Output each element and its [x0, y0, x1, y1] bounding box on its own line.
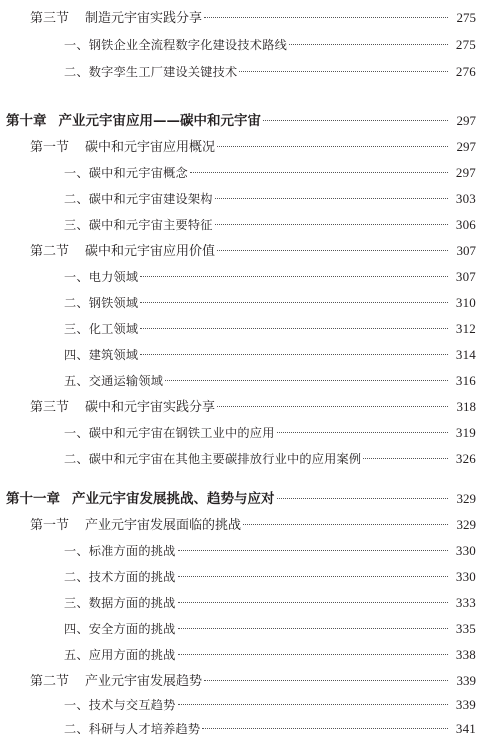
entry-page-number: 297 — [456, 139, 476, 154]
dot-leader — [140, 328, 448, 329]
dot-leader — [178, 602, 449, 603]
entry-page-number: 338 — [455, 647, 476, 662]
dot-leader — [217, 146, 448, 147]
toc-entry-subsection[interactable] — [0, 718, 480, 740]
toc-entry-subsection[interactable] — [0, 618, 480, 640]
toc-entry-subsection[interactable] — [0, 448, 480, 470]
entry-title: 二、科研与人才培养趋势 — [64, 722, 201, 736]
entry-page-number: 307 — [455, 269, 476, 284]
dot-leader — [217, 250, 448, 251]
entry-title: 碳中和元宇宙应用价值 — [85, 244, 216, 259]
toc-entry-subsection[interactable] — [0, 540, 480, 562]
dot-leader — [215, 224, 448, 225]
entry-title: 二、数字孪生工厂建设关键技术 — [64, 65, 238, 79]
entry-title: 一、碳中和元宇宙概念 — [64, 166, 188, 180]
entry-title: 产业元宇宙发展挑战、趋势与应对 — [72, 491, 275, 507]
dot-leader — [243, 524, 448, 525]
toc-entry-section[interactable] — [0, 396, 480, 418]
entry-page-number: 316 — [455, 373, 476, 388]
entry-page-number: 297 — [455, 165, 476, 180]
toc-entry-subsection[interactable] — [0, 266, 480, 288]
entry-number: 第十章 — [6, 113, 47, 129]
dot-leader — [140, 276, 448, 277]
entry-title: 产业元宇宙发展面临的挑战 — [85, 518, 242, 533]
entry-page-number: 330 — [455, 569, 476, 584]
entry-title: 制造元宇宙实践分享 — [85, 11, 203, 26]
toc-entry-subsection[interactable] — [0, 566, 480, 588]
dot-leader — [165, 380, 448, 381]
entry-page-number: 329 — [456, 491, 476, 506]
dot-leader — [140, 302, 448, 303]
entry-title: 一、钢铁企业全流程数字化建设技术路线 — [64, 38, 287, 52]
entry-page-number: 307 — [456, 243, 476, 258]
toc-entry-section[interactable] — [0, 670, 480, 692]
entry-title: 一、电力领域 — [64, 270, 139, 284]
dot-leader — [263, 120, 448, 121]
entry-title: 五、应用方面的挑战 — [64, 648, 176, 662]
toc-entry-subsection[interactable] — [0, 162, 480, 184]
entry-title: 二、碳中和元宇宙在其他主要碳排放行业中的应用案例 — [64, 452, 362, 466]
entry-title: 二、技术方面的挑战 — [64, 570, 176, 584]
entry-page-number: 319 — [455, 425, 476, 440]
entry-page-number: 312 — [455, 321, 476, 336]
dot-leader — [277, 432, 448, 433]
toc-entry-section[interactable] — [0, 7, 480, 29]
toc-entry-subsection[interactable] — [0, 370, 480, 392]
toc-entry-subsection[interactable] — [0, 188, 480, 210]
dot-leader — [178, 628, 449, 629]
toc-entry-subsection[interactable] — [0, 644, 480, 666]
entry-title: 二、钢铁领域 — [64, 296, 139, 310]
entry-title: 碳中和元宇宙应用概况 — [85, 140, 216, 155]
entry-page-number: 333 — [455, 595, 476, 610]
dot-leader — [215, 198, 448, 199]
entry-page-number: 318 — [456, 399, 476, 414]
toc-entry-subsection[interactable] — [0, 61, 480, 83]
toc-entry-subsection[interactable] — [0, 344, 480, 366]
toc-entry-section[interactable] — [0, 240, 480, 262]
toc-entry-subsection[interactable] — [0, 318, 480, 340]
entry-title: 一、技术与交互趋势 — [64, 698, 176, 712]
toc-entry-section[interactable] — [0, 514, 480, 536]
toc-entry-subsection[interactable] — [0, 292, 480, 314]
entry-number: 第二节 — [30, 674, 70, 689]
entry-title: 二、碳中和元宇宙建设架构 — [64, 192, 213, 206]
entry-number: 第二节 — [30, 244, 70, 259]
dot-leader — [204, 680, 448, 681]
dot-leader — [190, 172, 448, 173]
entry-page-number: 276 — [455, 64, 476, 79]
dot-leader — [277, 498, 449, 499]
dot-leader — [239, 71, 448, 72]
entry-page-number: 303 — [455, 191, 476, 206]
toc-entry-subsection[interactable] — [0, 694, 480, 716]
toc-entry-subsection[interactable] — [0, 34, 480, 56]
entry-page-number: 339 — [456, 673, 476, 688]
entry-title: 四、建筑领域 — [64, 348, 139, 362]
entry-title: 四、安全方面的挑战 — [64, 622, 176, 636]
entry-title: 产业元宇宙发展趋势 — [85, 674, 203, 689]
dot-leader — [178, 704, 449, 705]
toc-entry-chapter[interactable] — [0, 110, 480, 132]
entry-page-number: 275 — [456, 10, 476, 25]
entry-title: 三、碳中和元宇宙主要特征 — [64, 218, 213, 232]
entry-title: 五、交通运输领域 — [64, 374, 164, 388]
toc-entry-section[interactable] — [0, 136, 480, 158]
entry-title: 碳中和元宇宙实践分享 — [85, 400, 216, 415]
toc-entry-subsection[interactable] — [0, 214, 480, 236]
entry-number: 第一节 — [30, 518, 70, 533]
entry-number: 第三节 — [30, 400, 70, 415]
entry-title: 三、数据方面的挑战 — [64, 596, 176, 610]
dot-leader — [178, 550, 449, 551]
dot-leader — [363, 458, 448, 459]
dot-leader — [178, 654, 449, 655]
dot-leader — [217, 406, 448, 407]
entry-title: 一、碳中和元宇宙在钢铁工业中的应用 — [64, 426, 275, 440]
entry-title: 一、标准方面的挑战 — [64, 544, 176, 558]
entry-page-number: 329 — [456, 517, 476, 532]
entry-page-number: 341 — [455, 721, 476, 736]
dot-leader — [289, 44, 448, 45]
entry-page-number: 275 — [455, 37, 476, 52]
entry-page-number: 314 — [455, 347, 476, 362]
entry-page-number: 339 — [455, 697, 476, 712]
toc-entry-chapter[interactable] — [0, 488, 480, 510]
entry-page-number: 326 — [455, 451, 476, 466]
entry-number: 第三节 — [30, 11, 70, 26]
entry-page-number: 310 — [455, 295, 476, 310]
entry-number: 第一节 — [30, 140, 70, 155]
toc-entry-subsection[interactable] — [0, 422, 480, 444]
dot-leader — [140, 354, 448, 355]
entry-page-number: 297 — [456, 113, 476, 128]
entry-page-number: 335 — [455, 621, 476, 636]
entry-page-number: 306 — [455, 217, 476, 232]
entry-title: 产业元宇宙应用——碳中和元宇宙 — [58, 113, 261, 129]
entry-number: 第十一章 — [6, 491, 60, 507]
dot-leader — [204, 17, 448, 18]
entry-title: 三、化工领域 — [64, 322, 139, 336]
dot-leader — [202, 728, 448, 729]
dot-leader — [178, 576, 449, 577]
toc-entry-subsection[interactable] — [0, 592, 480, 614]
entry-page-number: 330 — [455, 543, 476, 558]
